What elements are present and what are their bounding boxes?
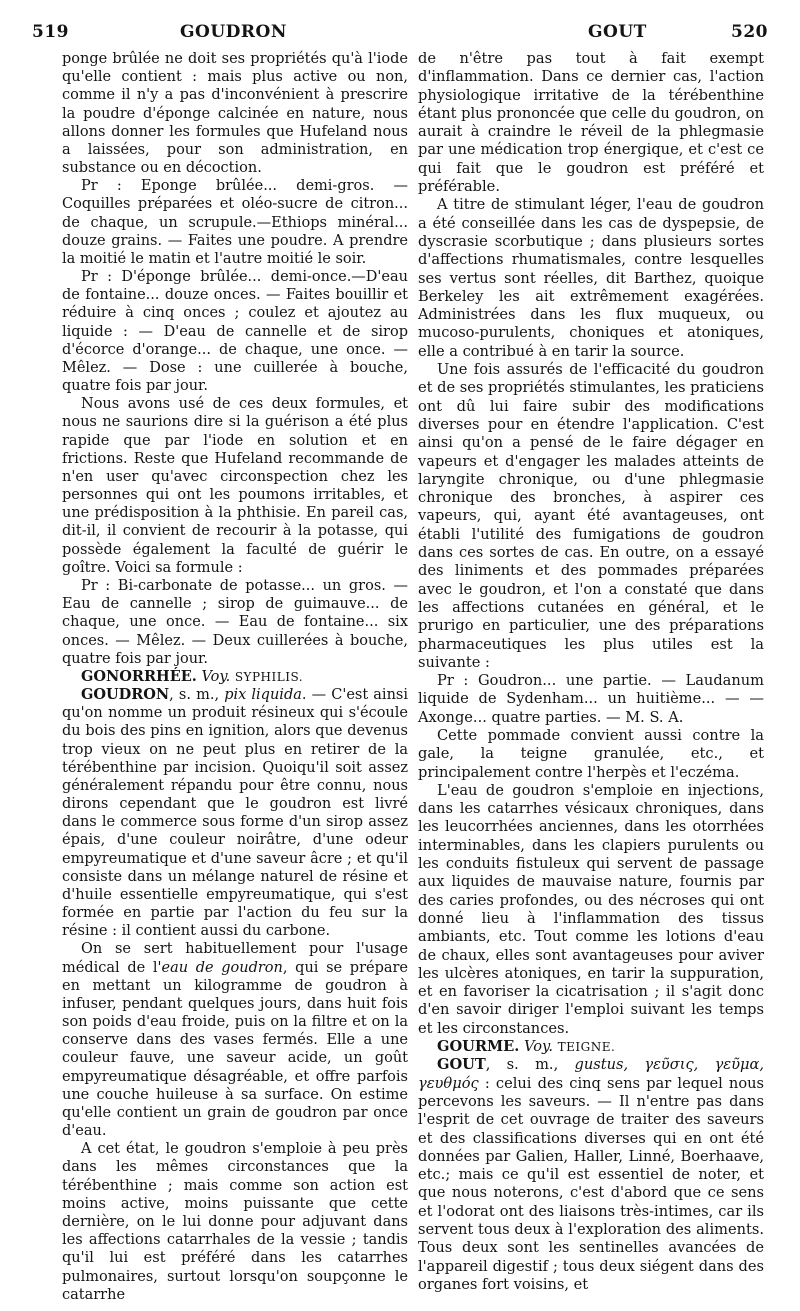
entry-gourme: [418, 1038, 764, 1056]
grammar-note: , s. m.,: [485, 1056, 575, 1074]
entry-headword: GOUT: [437, 1056, 486, 1074]
paragraph: Cette pommade convient aussi contre la gale, la teigne granulée, etc., et principalement contre l'herpès et l'eczéma.: [418, 726, 764, 781]
running-head-left: GOUDRON: [180, 22, 287, 42]
paragraph: ponge brûlée ne doit ses propriétés qu'à l'iode qu'elle contient : mais plus active ou non, comme il n'y a pas d'inconvénient à prescrire la poudre d'éponge calcinée en nature, nous allons donner les formules que Hufeland nous a laissées, pour son administration, en substance ou en décoction.: [62, 51, 408, 177]
running-head-right: GOUT: [588, 22, 647, 42]
prescription: Pr : Eponge brûlée... demi-gros. — Coquilles préparées et oléo-sucre de citron... de chaque, un scrupule.—Ethiops minéral... douze grains. — Faites une poudre. A prendre la moitié le matin et l'autre moitié le soir.: [62, 178, 408, 267]
prescription: Pr : D'éponge brûlée... demi-once.—D'eau de fontaine... douze onces. — Faites bouillir et réduire à cinq onces ; coulez et ajoutez au liquide : — D'eau de cannelle et de sirop d'écorce d'orange... de chaque, une once. — Mêlez. — Dose : une cuillerée à bouche, quatre fois par jour.: [62, 269, 408, 395]
cross-ref-voy: Voy.: [201, 668, 231, 685]
paragraph-text: , qui se prépare en mettant un kilogramme de goudron à infuser, pendant quelques jours, dans huit fois son poids d'eau froide, puis on la filtre et on la conserve dans des vases fermés. Elle a une couleur fauve, une saveur acide, un goût empyreumatique désagréable, et offre parfois une couche huileuse à sa surface. On estime qu'elle contient un grain de goudron par once d'eau.: [62, 959, 409, 1140]
definition-text: : celui des cinq sens par lequel nous percevons les saveurs. — Il n'entre pas dans l'esprit de cet ouvrage de traiter des saveurs et des classifications diverses qui en ont été données par Galien, Haller, Linné, Boerhaave, etc.; mais ce qu'il est essentiel de noter, et que nous noterons, c'est d'abord que ce sens et l'odorat ont des liaisons très-intimes, car ils servent tous deux à l'exploration des aliments. Tous deux sont les sentinelles avancées de l'appareil digestif ; tous deux siégent dans des organes fort voisins, et: [418, 1074, 764, 1293]
page-number-right: 520: [731, 22, 768, 42]
page-header: [32, 4, 768, 44]
entry-goudron: [62, 686, 408, 940]
paragraph: [62, 940, 408, 1140]
paragraph: Nous avons usé de ces deux formules, et nous ne saurions dire si la guérison a été plus rapide que par l'iode en solution et en frictions. Reste que Hufeland recommande de n'en user qu'avec circonspection chez les personnes qui ont les poumons irritables, et une prédisposition à la phthisie. En pareil cas, dit-il, il convient de recourir à la potasse, qui possède également la faculté de guérir le goître. Voici sa formule :: [62, 396, 408, 576]
paragraph: L'eau de goudron s'emploie en injections, dans les catarrhes vésicaux chroniques, dans les leucorrhées anciennes, dans les otorrhées interminables, dans les clapiers purulents ou les conduits fistuleux qui servent de passage aux liquides de mauvaise nature, fournis par des caries profondes, ou des nécroses qui ont donné lieu à l'inflammation des tissus ambiants, etc. Tout comme les lotions d'eau de chaux, elles sont avantageuses pour aviver les ulcères atoniques, en tarir la suppuration, et en favoriser la cicatrisation ; il s'agit donc d'en savoir diriger l'emploi suivant les temps et les circonstances.: [418, 781, 764, 1037]
grammar-note: , s. m.,: [169, 687, 225, 704]
paragraph: Une fois assurés de l'efficacité du goudron et de ses propriétés stimulantes, les praticiens ont dû lui faire subir des modifications diverses pour en étendre l'application. C'est ainsi qu'on a pensé de le faire dégager en vapeurs et d'engager les malades atteints de laryngite chronique, ou d'une phlegmasie chronique des bronches, à aspirer ces vapeurs, qui, ayant été avantageuses, ont établi l'utilité des fumigations de goudron dans ces sortes de cas. En outre, on a essayé des liniments et des pommades préparées avec le goudron, et l'on a constaté que dans les affections cutanées en général, et le prurigo en particulier, une des préparations pharmaceutiques les plus utiles est la suivante :: [418, 361, 765, 671]
paragraph: A cet état, le goudron s'emploie à peu près dans les mêmes circonstances que la térébenthine ; mais comme son action est moins active, moins puissante que cette dernière, on le lui donne pour adjuvant dans les affections catarrhales de la vessie ; tandis qu'il lui est préféré dans les catarrhes pulmonaires, surtout lorsqu'on soupçonne le catarrhe: [62, 1141, 408, 1303]
entry-gout: [418, 1056, 764, 1294]
entry-headword: GONORRHÉE.: [81, 667, 197, 685]
latin-greek-terms: gustus, γεῦσις, γεῦμα, γευθμός: [418, 1056, 764, 1092]
cross-ref-target: TEIGNE.: [557, 1040, 616, 1055]
definition-text: . — C'est ainsi qu'on nomme un produit résineux qui s'écoule du bois des pins en ignition, alors que devenus trop vieux on ne peut plus en retirer de la térébenthine par incision. Quoiqu'il soit assez généralement répandu pour être connu, nous dirons cependant que le goudron est livré dans le commerce sous forme d'un sirop assez épais, d'une couleur noirâtre, d'une odeur empyreumatique et d'une saveur âcre ; et qu'il consiste dans un mélange naturel de résine et d'huile essentielle empyreumatique, qui s'est formée en partie par l'action du feu sur la résine : il contient aussi du carbone.: [62, 687, 408, 940]
paragraph-text: On se sert habituellement pour l'usage médical de l': [62, 941, 408, 976]
prescription: Pr : Bi-carbonate de potasse... un gros. — Eau de cannelle ; sirop de guimauve... de chaque, une once. — Eau de fontaine... six onces. — Mêlez. — Deux cuillerées à bouche, quatre fois par jour.: [62, 577, 408, 667]
paragraph: A titre de stimulant léger, l'eau de goudron a été conseillée dans les cas de dyspepsie, de dyscrasie scorbutique ; dans plusieurs sortes d'affections rhumatismales, contre lesquelles ses vertus sont réelles, dit Barthez, quoique Berkeley les ait extrêmement exagérées. Administrées dans les flux muqueux, ou mucoso-purulents, choniques et atoniques, elle a contribué à en tarir la source.: [418, 196, 764, 360]
cross-ref-voy: Voy.: [524, 1038, 553, 1056]
entry-headword: GOUDRON: [81, 686, 170, 704]
right-column: [418, 50, 764, 1294]
cross-ref-target: SYPHILIS.: [234, 669, 304, 684]
latin-term: pix liquida: [224, 687, 302, 704]
entry-headword: GOURME.: [437, 1038, 520, 1056]
prescription: Pr : Goudron... une partie. — Laudanum liquide de Sydenham... un huitième... — — Axonge... quatre parties. — M. S. A.: [418, 672, 764, 726]
left-column: [62, 50, 408, 1304]
paragraph: de n'être pas tout à fait exempt d'inflammation. Dans ce dernier cas, l'action physiologique irritative de la térébenthine étant plus prononcée que celle du goudron, on aurait à craindre le réveil de la phlegmasie par une médication trop énergique, et c'est ce qui fait que le goudron est préféré et préférable.: [418, 50, 764, 196]
italic-term: eau de goudron: [161, 959, 283, 976]
entry-gonorrhee: [62, 668, 408, 686]
page-number-left: 519: [32, 22, 69, 42]
